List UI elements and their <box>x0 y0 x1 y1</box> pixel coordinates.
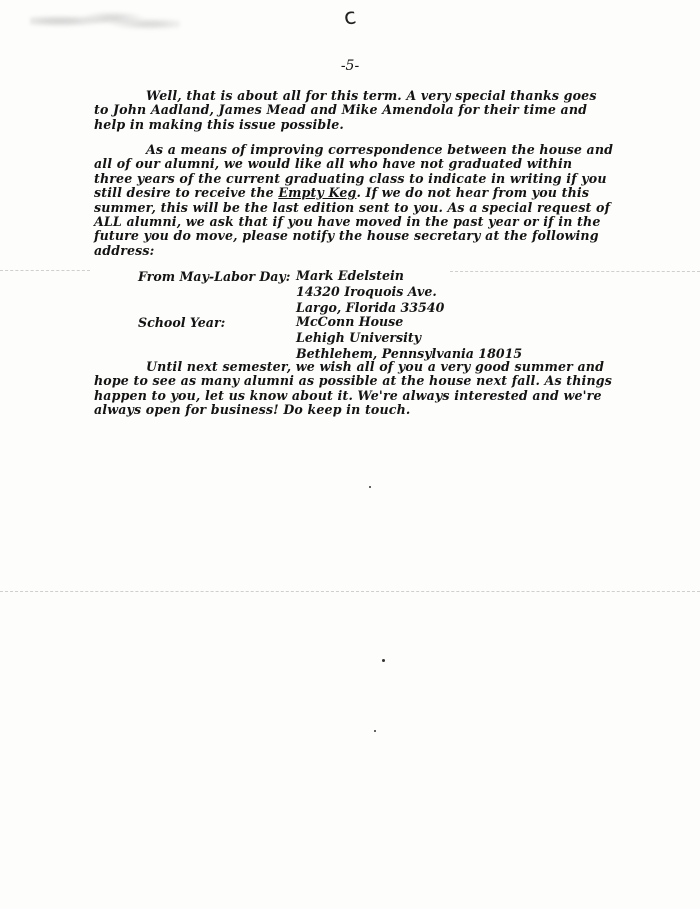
scan-line <box>450 271 700 272</box>
scan-line <box>0 270 90 271</box>
scan-line <box>0 591 700 592</box>
page-number: -5- <box>340 58 360 74</box>
corner-handwritten-mark: c <box>342 4 358 31</box>
school-address-line: McConn House <box>296 314 404 329</box>
school-address-line: Bethlehem, Pennsylvania 18015 <box>296 346 523 361</box>
school-address <box>296 314 522 362</box>
correspondence-text-start: As a means of improving correspondence between the house and all of our alumni, we would like all who have not graduated within three years of the current graduating class to indicate in writing if you still desire to receive the <box>94 142 614 201</box>
summer-address-line: Largo, Florida 33540 <box>296 300 445 315</box>
school-address-label: School Year: <box>138 315 226 330</box>
newsletter-title: Empty Keg <box>278 185 357 201</box>
summer-address-label: From May-Labor Day: <box>138 269 291 284</box>
scan-smudge <box>30 6 180 36</box>
correspondence-text-end: . If we do not hear from you this summer, this will be the last edition sent to you. As a special request of ALL alumni, we ask that if you have moved in the past year or if in the future you do move, please notify the house secretary at the following address: <box>94 185 611 258</box>
summer-address <box>296 268 444 316</box>
farewell-paragraph <box>94 360 614 418</box>
scan-speck <box>369 486 371 488</box>
closing-thanks-paragraph <box>94 89 614 132</box>
scan-speck <box>374 730 376 732</box>
scan-speck <box>382 659 385 662</box>
closing-thanks-text: Well, that is about all for this term. A very special thanks goes to John Aadland, James Mead and Mike Amendola for their time and help in making this issue possible. <box>94 88 597 132</box>
summer-address-line: 14320 Iroquois Ave. <box>296 284 437 299</box>
summer-address-line: Mark Edelstein <box>296 268 404 283</box>
school-address-line: Lehigh University <box>296 330 422 345</box>
alumni-correspondence-paragraph <box>94 143 614 258</box>
farewell-text: Until next semester, we wish all of you a very good summer and hope to see as many alumni as possible at the house next fall. As things happen to you, let us know about it. We're always interested and we're always open for business! Do keep in touch. <box>94 359 612 418</box>
